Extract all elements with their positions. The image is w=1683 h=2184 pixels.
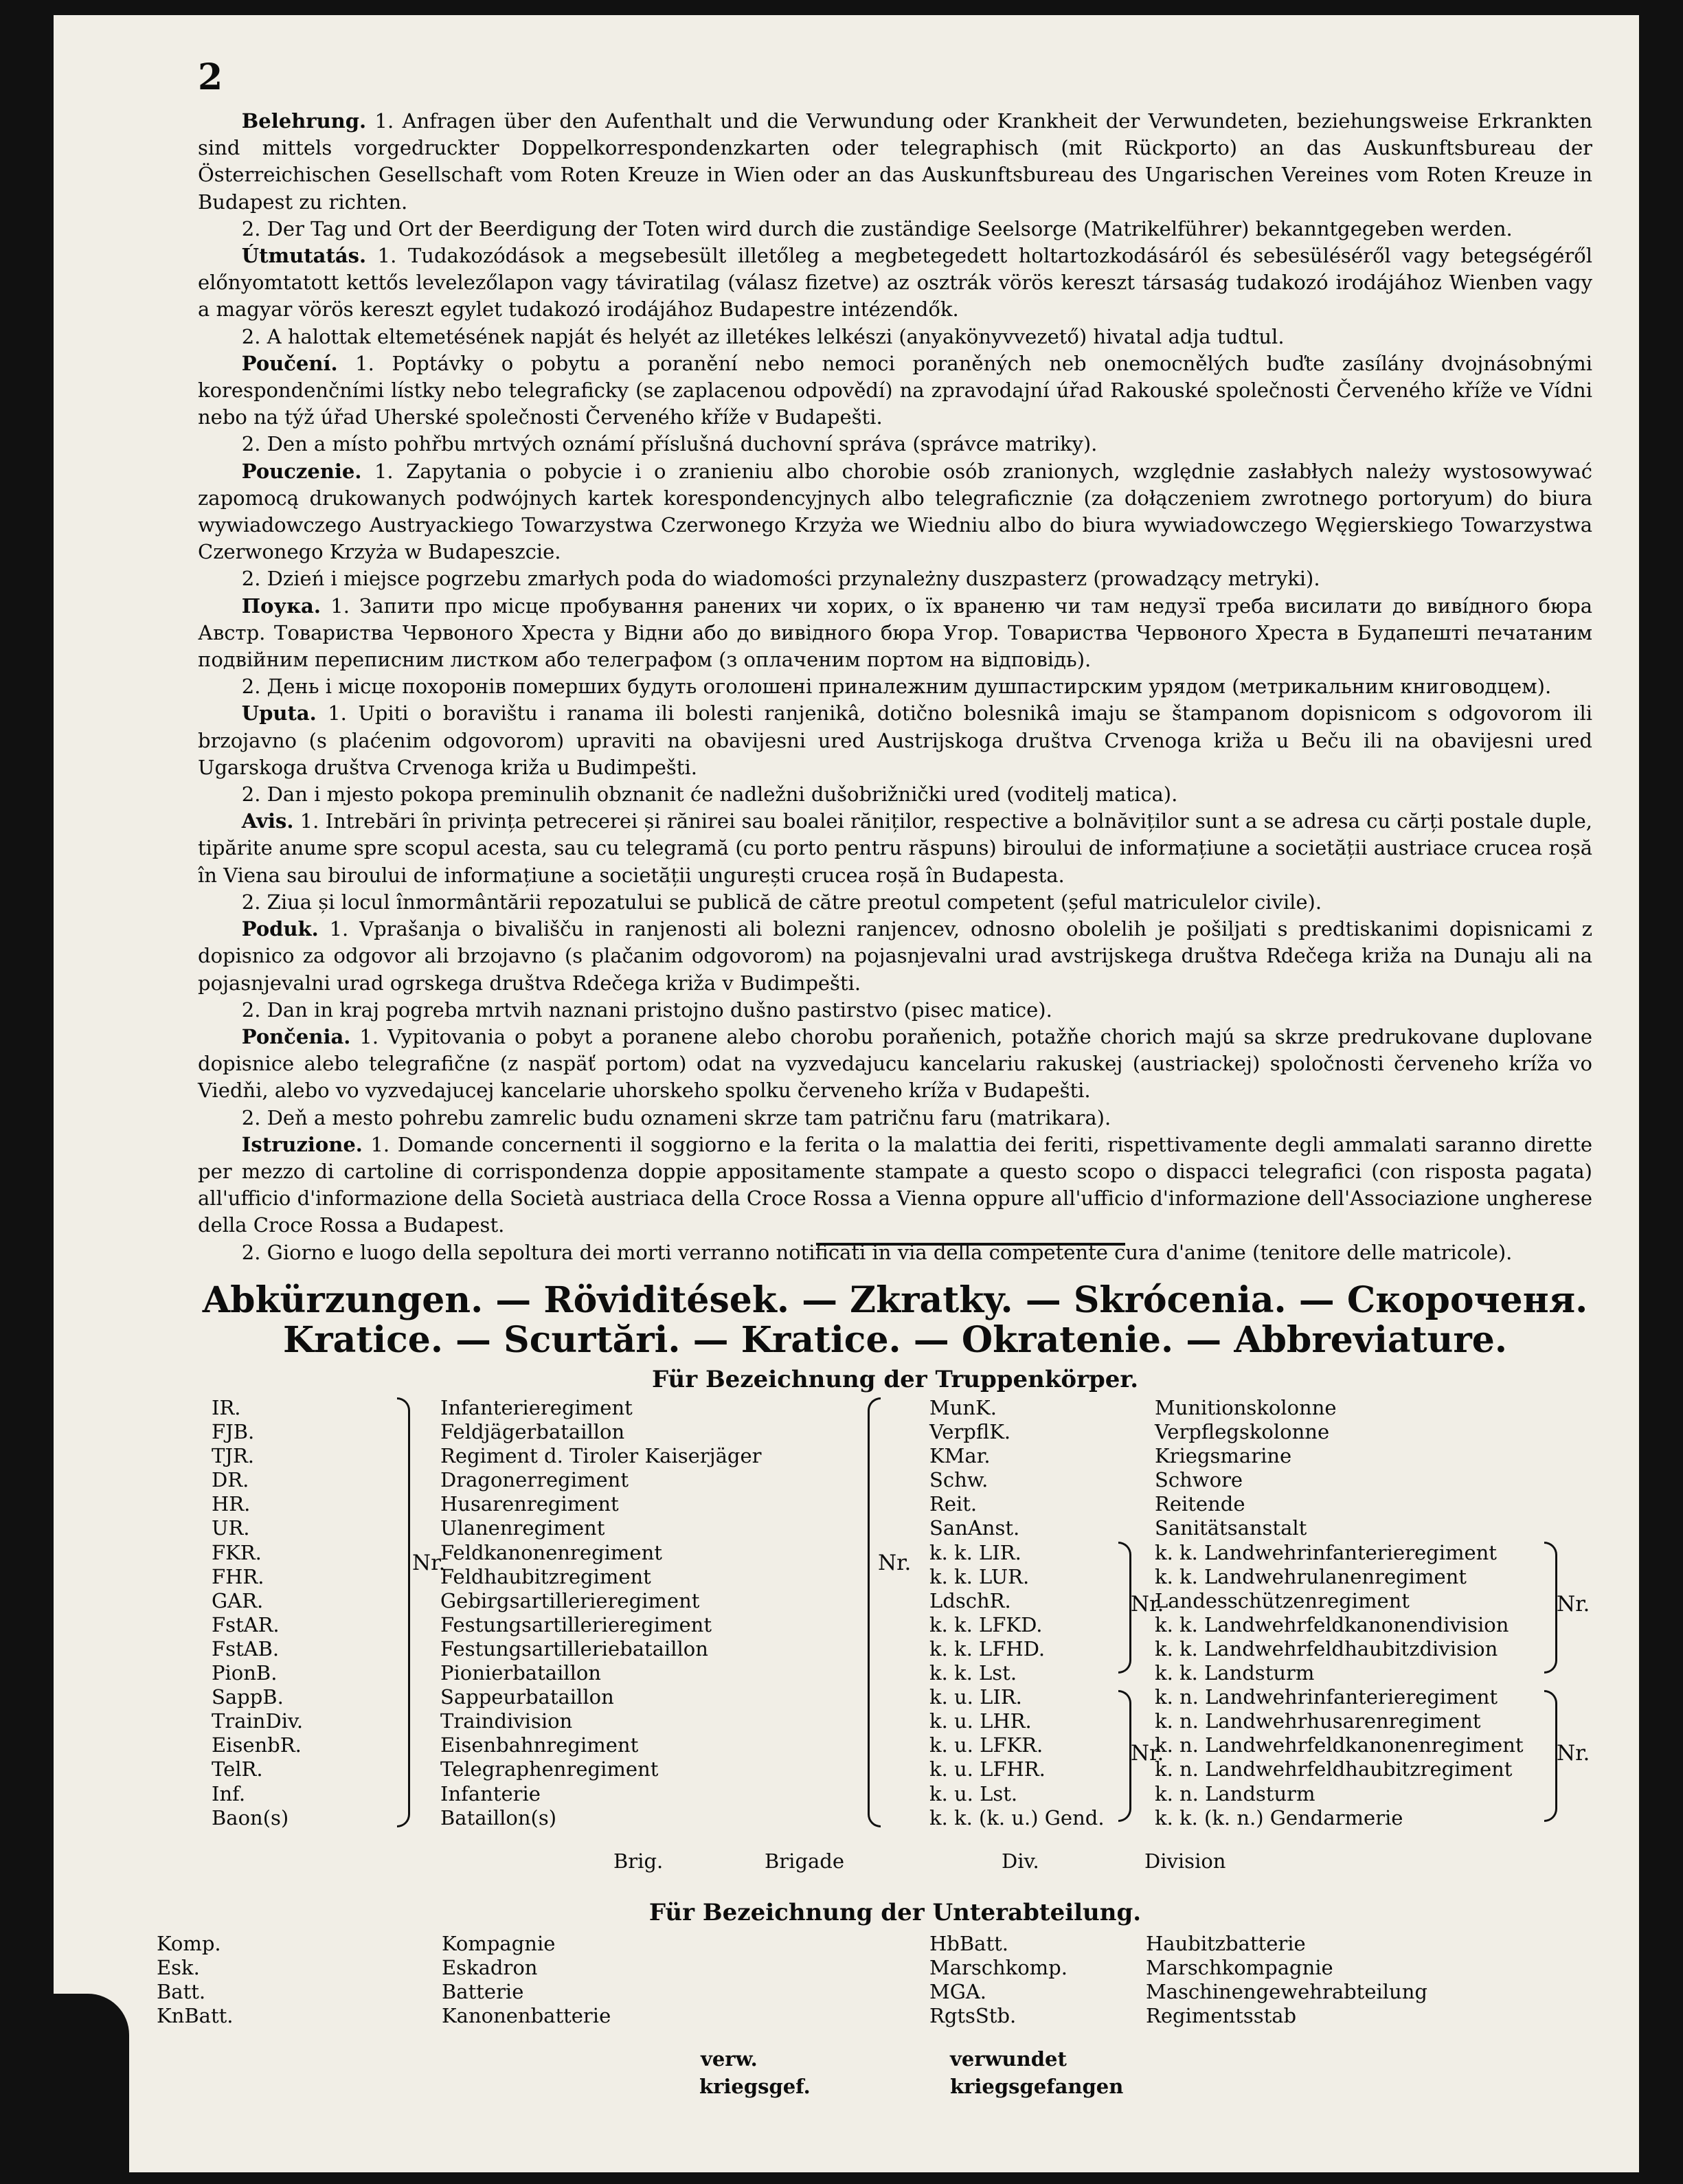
abbr-meaning: Kompagnie bbox=[442, 1932, 556, 1955]
notice-text-2: 2. A halottak eltemetésének napját és helyét az illetékes lelkészi (anyakönyvvezető) hivatal adja tudtul. bbox=[241, 324, 1285, 348]
notice-language-label: Поука. bbox=[241, 594, 321, 618]
abbr-meaning: Eisenbahnregiment bbox=[440, 1733, 639, 1757]
abbr-item: Esk. bbox=[157, 1956, 200, 1980]
abbr-item: TJR. bbox=[212, 1444, 255, 1468]
abbr-item: TelR. bbox=[212, 1757, 263, 1781]
page-number: 2 bbox=[198, 56, 223, 98]
notice-paragraph bbox=[198, 593, 1592, 674]
abbr-item: k. k. LUR. bbox=[929, 1564, 1030, 1588]
verw-abbr: verw. bbox=[701, 2047, 758, 2071]
troop-right-abbr-column bbox=[929, 1396, 1105, 1830]
abbr-meaning: k. k. Landwehrinfanterieregiment bbox=[1155, 1540, 1497, 1564]
abbr-item: FJB. bbox=[212, 1420, 255, 1444]
div-abbr: Div. bbox=[1002, 1849, 1039, 1873]
abbr-meaning: Kriegsmarine bbox=[1155, 1444, 1292, 1468]
notice-text-1: 1. Poptávky o pobytu a poranění nebo nemoci poraněných neb onemocnělých buďte zasílány dvojnásobnými korespondenčními lístky nebo telegraficky (se zaplacenou odpovědí) na zpravodajní úřad Rakouské společnosti Červeného kříže ve Vídni nebo na týž úřad Uherské společnosti Červeného kříže v Budapešti. bbox=[198, 351, 1592, 429]
notice-paragraph bbox=[198, 1132, 1592, 1239]
abbr-meaning: Reitende bbox=[1155, 1492, 1245, 1516]
notice-language-label: Avis. bbox=[241, 809, 294, 833]
abbr-item: k. u. LFHR. bbox=[929, 1757, 1046, 1781]
troop-left-full-column bbox=[440, 1396, 762, 1830]
troop-left-abbr-column bbox=[212, 1396, 303, 1830]
abbr-meaning: Regiment d. Tiroler Kaiserjäger bbox=[440, 1444, 762, 1468]
notice-text-2: 2. День і місце похоронів померших будуть оголошені приналежним душпастирским урядом (метрикальним книговодцем). bbox=[241, 675, 1552, 699]
abbr-item: k. k. LFHD. bbox=[929, 1636, 1046, 1660]
ku-right-nr-label: Nr. bbox=[1557, 1741, 1590, 1766]
notice-paragraph bbox=[198, 350, 1592, 431]
notice-text-1: 1. Vprašanja o bivališču in ranjenosti ali bolezni ranjencev, odnosno obolelih je pošiljati s predtiskanimi dopisnicami z dopisnico za odgovor ali brzojavno (s plačanim odgovorom) na pojasnjevalni urad avstrijskega društva Rdečega križa na Dunaju ali na pojasnjevalni urad ogrskega društva Rdečega križa v Budimpešti. bbox=[198, 917, 1592, 995]
ku-group-brace bbox=[1118, 1690, 1131, 1822]
abbr-meaning: Husarenregiment bbox=[440, 1492, 619, 1516]
abbr-meaning: Infanterie bbox=[440, 1781, 541, 1805]
abbr-meaning: Telegraphenregiment bbox=[440, 1757, 659, 1781]
sub-right-full-column bbox=[1146, 1932, 1427, 2028]
abbr-item: Inf. bbox=[212, 1781, 246, 1805]
abbr-item: k. k. Lst. bbox=[929, 1661, 1017, 1685]
abbr-item: IR. bbox=[212, 1396, 241, 1419]
abbr-meaning: Landesschützenregiment bbox=[1155, 1588, 1410, 1612]
abbr-meaning: k. n. Landwehrfeldkanonenregiment bbox=[1155, 1733, 1524, 1757]
abbr-item: k. k. (k. u.) Gend. bbox=[929, 1805, 1105, 1830]
notice-paragraph bbox=[198, 458, 1592, 566]
abbr-meaning: Bataillon(s) bbox=[440, 1805, 557, 1830]
abbr-item: FstAR. bbox=[212, 1612, 280, 1636]
verw-full: verwundet bbox=[950, 2047, 1067, 2071]
notice-language-label: Poduk. bbox=[241, 917, 319, 941]
ku-nr-label: Nr. bbox=[1131, 1741, 1164, 1766]
abbr-item: HR. bbox=[212, 1492, 251, 1516]
abbr-item: k. u. LIR. bbox=[929, 1685, 1022, 1709]
abbr-item: GAR. bbox=[212, 1588, 264, 1612]
abbr-meaning: k. k. Landwehrulanenregiment bbox=[1155, 1564, 1467, 1588]
abbr-meaning: Regimentsstab bbox=[1146, 2004, 1297, 2028]
notice-language-label: Istruzione. bbox=[241, 1132, 363, 1156]
kk-right-nr-label: Nr. bbox=[1557, 1592, 1590, 1617]
kriegsgef-full: kriegsgefangen bbox=[950, 2075, 1124, 2098]
troop-section-title: Für Bezeichnung der Truppenkörper. bbox=[651, 1366, 1139, 1393]
abbr-item: FKR. bbox=[212, 1540, 262, 1564]
abbr-meaning: k. k. (k. n.) Gendarmerie bbox=[1155, 1805, 1403, 1830]
notice-language-label: Pončenia. bbox=[241, 1024, 351, 1048]
notice-text-2: 2. Ziua și locul înmormântării repozatului se publică de către preotul competent (șeful matriculelor civile). bbox=[241, 890, 1322, 914]
abbreviations-title-line2: Kratice. — Scurtări. — Kratice. — Okratenie. — Abbreviature. bbox=[283, 1319, 1507, 1361]
abbr-meaning: Kanonenbatterie bbox=[442, 2004, 611, 2028]
notice-language-label: Poučení. bbox=[241, 351, 338, 375]
notice-text-2: 2. Dzień i miejsce pogrzebu zmarłych poda do wiadomości przynależny duszpasterz (prowadzący metryki). bbox=[241, 567, 1320, 591]
notice-text-2: 2. Den a místo pohřbu mrtvých oznámí příslušná duchovní správa (správce matriky). bbox=[241, 432, 1098, 456]
notice-text-1: 1. Upiti o boravištu i ranama ili bolesti ranjenikâ, dotično bolesnikâ imaju se štampanom dopisnicom s odgovorom ili brzojavno (s plaćenim odgovorom) upraviti na obavijesni ured Austrijskoga društva Crvenoga križa u Beču ili na obavijesni ured Ugarskoga društva Crvenoga križa u Budimpešti. bbox=[198, 701, 1592, 779]
abbr-meaning: Schwore bbox=[1155, 1468, 1243, 1492]
abbr-item: k. k. LIR. bbox=[929, 1540, 1021, 1564]
abbr-item: RgtsStb. bbox=[929, 2004, 1017, 2028]
abbr-meaning: k. n. Landwehrhusarenregiment bbox=[1155, 1709, 1481, 1733]
notice-paragraph bbox=[198, 243, 1592, 324]
document-page bbox=[54, 15, 1639, 2172]
notice-text-2: 2. Dan in kraj pogreba mrtvih naznani pristojno dušno pastirstvo (pisec matice). bbox=[241, 998, 1052, 1022]
abbr-meaning: k. k. Landsturm bbox=[1155, 1661, 1315, 1685]
abbr-meaning: Feldjägerbataillon bbox=[440, 1420, 625, 1444]
brig-full: Brigade bbox=[765, 1849, 845, 1873]
abbr-item: Schw. bbox=[929, 1468, 989, 1492]
abbr-item: Batt. bbox=[157, 1980, 206, 2004]
abbr-meaning: Festungsartilleriebataillon bbox=[440, 1636, 708, 1660]
abbr-item: k. u. Lst. bbox=[929, 1781, 1018, 1805]
abbr-meaning: Gebirgsartillerieregiment bbox=[440, 1588, 700, 1612]
abbr-meaning: Pionierbataillon bbox=[440, 1661, 601, 1685]
sub-section-title: Für Bezeichnung der Unterabteilung. bbox=[648, 1899, 1142, 1926]
sub-right-abbr-column bbox=[929, 1932, 1068, 2028]
abbr-meaning: Traindivision bbox=[440, 1709, 573, 1733]
kk-nr-label: Nr. bbox=[1131, 1592, 1164, 1617]
abbr-item: LdschR. bbox=[929, 1588, 1011, 1612]
abbr-item: k. u. LHR. bbox=[929, 1709, 1032, 1733]
notice-text-1: 1. Anfragen über den Aufenthalt und die Verwundung oder Krankheit der Verwundeten, beziehungsweise Erkrankten sind mittels vorgedruckter Doppelkorrespondenzkarten oder telegraphisch (mit Rückporto) an das Auskunftsbureau der Österreichischen Gesellschaft vom Roten Kreuze in Wien oder an das Auskunftsbureau des Ungarischen Vereines vom Roten Kreuze in Budapest zu richten. bbox=[198, 109, 1592, 214]
left-group-brace-open bbox=[397, 1397, 410, 1827]
middle-nr-label: Nr. bbox=[878, 1551, 912, 1575]
abbr-meaning: Haubitzbatterie bbox=[1146, 1932, 1306, 1955]
abbr-item: SappB. bbox=[212, 1685, 284, 1709]
abbr-meaning: Maschinengewehrabteilung bbox=[1146, 1980, 1427, 2004]
notice-text-2: 2. Dan i mjesto pokopa preminulih obznanit će nadležni dušobrižnički ured (voditelj matica). bbox=[241, 783, 1178, 807]
abbr-item: PionB. bbox=[212, 1661, 278, 1685]
abbr-item: FstAB. bbox=[212, 1636, 280, 1660]
abbr-meaning: Feldkanonenregiment bbox=[440, 1540, 662, 1564]
notice-language-label: Útmutatás. bbox=[241, 244, 367, 268]
notice-paragraph bbox=[198, 700, 1592, 781]
abbr-meaning: k. k. Landwehrfeldkanonendivision bbox=[1155, 1612, 1509, 1636]
abbr-item: SanAnst. bbox=[929, 1516, 1020, 1540]
abbr-item: Reit. bbox=[929, 1492, 978, 1516]
abbr-meaning: k. n. Landsturm bbox=[1155, 1781, 1315, 1805]
notice-language-label: Pouczenie. bbox=[241, 459, 362, 483]
torn-corner-damage bbox=[54, 1994, 129, 2172]
ku-right-brace bbox=[1544, 1690, 1557, 1822]
kk-right-brace bbox=[1544, 1542, 1557, 1674]
notice-paragraph bbox=[198, 1024, 1592, 1105]
abbr-meaning: Infanterieregiment bbox=[440, 1396, 633, 1419]
abbr-item: k. u. LFKR. bbox=[929, 1733, 1043, 1757]
notice-text-1: 1. Запити про місце пробування ранених чи хорих, о їх враненю чи там недузї треба висилати до виві́дного бюра Австр. Товариства Червоного Хреста у Відни або до вивідного бюра Угор. Товариства Червоного Хреста в Будапешті печатаним подвійним переписним листком або телеграфом (з оплаченим портом на відповідь). bbox=[198, 594, 1592, 672]
abbr-meaning: Ulanenregiment bbox=[440, 1516, 605, 1540]
abbr-item: HbBatt. bbox=[929, 1932, 1008, 1955]
div-full: Division bbox=[1144, 1849, 1226, 1873]
brig-abbr: Brig. bbox=[613, 1849, 664, 1873]
abbr-item: UR. bbox=[212, 1516, 250, 1540]
abbr-item: EisenbR. bbox=[212, 1733, 302, 1757]
left-group-nr-label: Nr. bbox=[412, 1551, 446, 1575]
sub-left-abbr-column bbox=[157, 1932, 233, 2028]
notice-paragraph bbox=[198, 108, 1592, 216]
abbr-meaning: Sanitätsanstalt bbox=[1155, 1516, 1307, 1540]
notice-language-label: Belehrung. bbox=[241, 109, 367, 133]
abbr-item: k. k. LFKD. bbox=[929, 1612, 1043, 1636]
abbr-meaning: k. n. Landwehrinfanterieregiment bbox=[1155, 1685, 1498, 1709]
notice-text-2: 2. Giorno e luogo della sepoltura dei morti verranno notificati in via della competente cura d'anime (tenitore delle matricole). bbox=[241, 1240, 1513, 1264]
sub-left-full-column bbox=[442, 1932, 611, 2028]
notice-language-label: Uputa. bbox=[241, 701, 317, 725]
abbr-item: MunK. bbox=[929, 1396, 997, 1419]
abbr-item: KMar. bbox=[929, 1444, 991, 1468]
left-group-brace-close bbox=[868, 1397, 881, 1827]
notice-text-1: 1. Zapytania o pobycie i o zranieniu albo chorobie osób zranionych, względnie zasłabłych należy wystosowywać zapomocą drukowanych podwójnych kartek korespondencyjnych albo telegraficznie (za dołączeniem zwrotnego portoryum) do biura wywiadowczego Austryackiego Towarzystwa Czerwonego Krzyża we Wiedniu albo do biura wywiadowczego Węgierskiego Towarzystwa Czerwonego Krzyża w Budapeszcie. bbox=[198, 459, 1593, 564]
abbr-item: Komp. bbox=[157, 1932, 221, 1955]
abbr-meaning: Marschkompagnie bbox=[1146, 1956, 1333, 1980]
kriegsgef-abbr: kriegsgef. bbox=[699, 2075, 811, 2098]
notice-text-1: 1. Domande concernenti il soggiorno e la ferita o la malattia dei feriti, rispettivamente degli ammalati saranno dirette per mezzo di cartoline di corrispondenza doppie appositamente stampate a questo scopo o dispacci telegrafici (con risposta pagata) all'ufficio d'informazione della Società austriaca della Croce Rossa a Vienna oppure all'ufficio d'informazione dell'Associazione ungherese della Croce Rossa a Budapest. bbox=[198, 1132, 1593, 1237]
abbr-meaning: Sappeurbataillon bbox=[440, 1685, 614, 1709]
notices-block bbox=[198, 108, 1592, 1266]
abbr-item: MGA. bbox=[929, 1980, 987, 2004]
abbreviations-title-line1: Abkürzungen. — Röviditések. — Zkratky. — Skrócenia. — Скороченя. bbox=[202, 1279, 1588, 1321]
notice-text-1: 1. Vypitovania o pobyt a poranene alebo chorobu poraňenich, potažňe chorich majú sa skrze predrukovane duplovane dopisnice alebo telegrafične (z naspäť portom) odat na vyzvedajucu kancelariu rakuskej (austriackej) spoločnosti červeneho kríža vo Viedňi, alebo vo vyzvedajucej kancelarie uhorskeho spolku červeneho kríža v Budapešti. bbox=[198, 1024, 1592, 1103]
troop-right-full-column bbox=[1155, 1396, 1524, 1830]
abbr-item: FHR. bbox=[212, 1564, 264, 1588]
abbr-meaning: Feldhaubitzregiment bbox=[440, 1564, 651, 1588]
abbr-item: TrainDiv. bbox=[212, 1709, 304, 1733]
abbr-meaning: Festungsartillerieregiment bbox=[440, 1612, 712, 1636]
notice-text-2: 2. Deň a mesto pohrebu zamrelic budu oznameni skrze tam patričnu faru (matrikara). bbox=[241, 1105, 1111, 1129]
notice-paragraph bbox=[198, 808, 1592, 889]
kk-group-brace bbox=[1118, 1542, 1131, 1674]
abbr-meaning: Batterie bbox=[442, 1980, 524, 2004]
abbr-item: VerpflK. bbox=[929, 1420, 1011, 1444]
abbr-meaning: Dragonerregiment bbox=[440, 1468, 629, 1492]
abbr-meaning: Eskadron bbox=[442, 1956, 538, 1980]
abbr-item: Marschkomp. bbox=[929, 1956, 1068, 1980]
abbr-item: Baon(s) bbox=[212, 1805, 289, 1830]
abbr-meaning: Verpflegskolonne bbox=[1155, 1420, 1330, 1444]
notice-text-1: 1. Intrebări în privința petrecerei și rănirei sau boalei răniților, respective a bolnăviților sunt a se adresa cu cărți postale duple, tipărite anume spre scopul acesta, sau cu telegramă (cu porto pentru răspuns) biroului de informațiune a societății austriace crucea roșă în Viena sau biroului de informațiune a societății ungurești crucea roșă în Budapesta. bbox=[198, 809, 1593, 887]
abbr-item: KnBatt. bbox=[157, 2004, 234, 2028]
abbr-item: DR. bbox=[212, 1468, 249, 1492]
notice-text-1: 1. Tudakozódások a megsebesült illetőleg a megbetegedett holtartozkodásáról és sebesüléséről vagy betegségéről előnyomtatott kettős levelezőlapon vagy táviratilag (válasz fizetve) az osztrák vörös kereszt társaság tudakozó irodájához Wienben vagy a magyar vörös kereszt egylet tudakozó irodájához Budapestre intézendők. bbox=[198, 244, 1593, 322]
notice-text-2: 2. Der Tag und Ort der Beerdigung der Toten wird durch die zuständige Seelsorge (Matrikelführer) bekanntgegeben werden. bbox=[241, 216, 1513, 240]
notice-paragraph bbox=[198, 916, 1592, 997]
abbr-meaning: Munitionskolonne bbox=[1155, 1396, 1337, 1419]
abbr-meaning: k. k. Landwehrfeldhaubitzdivision bbox=[1155, 1636, 1498, 1660]
abbr-meaning: k. n. Landwehrfeldhaubitzregiment bbox=[1155, 1757, 1513, 1781]
section-divider bbox=[816, 1243, 1125, 1246]
